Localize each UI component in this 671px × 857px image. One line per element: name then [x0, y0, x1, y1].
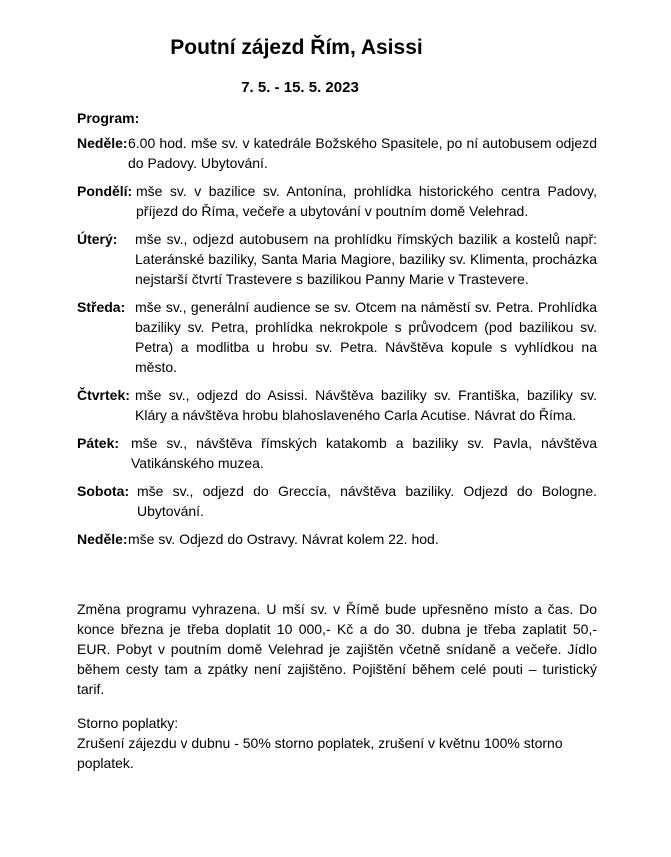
- day-text: 6.00 hod. mše sv. v katedrále Božského Spasitele, po ní autobusem odjezd do Padovy. Ubytování.: [128, 135, 597, 171]
- day-entry-sunday: [77, 133, 597, 173]
- day-text: mše sv., odjezd do Greccía, návštěva baziliky. Odjezd do Bologne. Ubytování.: [137, 483, 597, 519]
- day-name: Pondělí:: [77, 183, 133, 199]
- program-label: Program:: [77, 110, 140, 126]
- day-text: mše sv., generální audience se sv. Otcem na náměstí sv. Petra. Prohlídka baziliky sv. Petra, prohlídka nekrokpole s průvodcem (pod bazilikou sv. Petra) a modlitba u hrobu sv. Petra. Návštěva kopule s vyhlídkou na město.: [135, 299, 597, 375]
- document-title: Poutní zájezd Řím, Asissi: [170, 36, 423, 59]
- day-name: Pátek:: [77, 435, 120, 451]
- document-body: [77, 108, 597, 773]
- day-entry-monday: [77, 181, 597, 221]
- day-text: mše sv. v bazilice sv. Antonína, prohlídka historického centra Padovy, příjezd do Říma, večeře a ubytování v poutním domě Velehrad.: [136, 183, 597, 219]
- day-entry-sunday-return: [77, 529, 597, 549]
- day-entry-friday: [77, 433, 597, 473]
- day-text: mše sv., odjezd do Asissi. Návštěva baziliky sv. Františka, baziliky sv. Kláry a návštěva hrobu blahoslaveného Carla Acutise. Návrat do Říma.: [135, 387, 597, 423]
- day-name: Středa:: [77, 299, 126, 315]
- day-name: Čtvrtek:: [77, 387, 130, 403]
- day-entry-thursday: [77, 385, 597, 425]
- day-name: Úterý:: [77, 231, 118, 247]
- day-text: mše sv., odjezd autobusem na prohlídku římských bazilik a kostelů např: Lateránské baziliky, Santa Maria Magiore, baziliky sv. Klimenta, procházka nejstarší čtvrtí Trastevere s bazilikou Panny Marie v Trastevere.: [135, 231, 597, 287]
- day-name: Neděle:: [77, 531, 128, 547]
- storno-text: Zrušení zájezdu v dubnu - 50% storno poplatek, zrušení v květnu 100% storno poplatek.: [77, 735, 563, 771]
- program-note: Změna programu vyhrazena. U mší sv. v Římě bude upřesněno místo a čas. Do konce března je třeba doplatit 10 000,- Kč a do 30. dubna je třeba zaplatit 50,- EUR. Pobyt v poutním domě Velehrad je zajištěn včetně snídaně a večeře. Jídlo během cesty tam a zpátky není zajištěno. Pojištění během celé pouti – turistický tarif.: [77, 601, 597, 697]
- day-entry-wednesday: [77, 297, 597, 377]
- day-entry-saturday: [77, 481, 597, 521]
- day-name: Neděle:: [77, 135, 128, 151]
- day-name: Sobota:: [77, 483, 130, 499]
- program-heading: [77, 108, 597, 128]
- storno-label: Storno poplatky:: [77, 715, 179, 731]
- day-text: mše sv. Odjezd do Ostravy. Návrat kolem 22. hod.: [128, 531, 439, 547]
- trip-dates: 7. 5. - 15. 5. 2023: [241, 79, 359, 96]
- day-text: mše sv., návštěva římských katakomb a baziliky sv. Pavla, návštěva Vatikánského muzea.: [131, 435, 597, 471]
- day-entry-tuesday: [77, 229, 597, 289]
